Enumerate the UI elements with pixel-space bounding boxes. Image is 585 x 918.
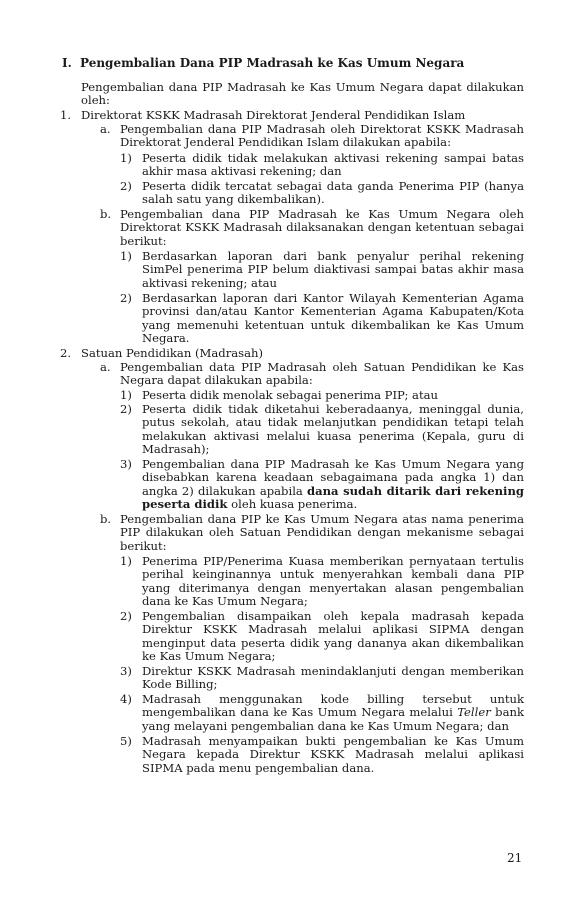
- point-number: 3): [120, 664, 132, 678]
- point-number: 2): [120, 609, 132, 623]
- item-number: 2.: [60, 346, 72, 360]
- point-text: Peserta didik tidak melakukan aktivasi rekening sampai batas akhir masa aktivasi rekening; dan: [142, 151, 524, 179]
- point-text: Peserta didik tercatat sebagai data ganda Penerima PIP (hanya salah satu yang dikembalikan).: [142, 179, 524, 207]
- point-text: Madrasah menyampaikan bukti pengembalian ke Kas Umum Negara kepada Direktur KSKK Madrasah melalui aplikasi SIPMA pada menu pengembalian dana.: [142, 734, 524, 775]
- point-number: 3): [120, 457, 132, 471]
- section-title: Pengembalian Dana PIP Madrasah ke Kas Umum Negara: [80, 56, 465, 70]
- point-text: Berdasarkan laporan dari Kantor Wilayah Kementerian Agama provinsi dan/atau Kantor Kementerian Agama Kabupaten/Kota yang memenuhi ketentuan untuk dikembalikan ke Kas Umum Negara.: [142, 291, 524, 345]
- sub-letter: a.: [100, 122, 111, 136]
- sub-paragraph: Pengembalian dana PIP Madrasah oleh Direktorat KSKK Madrasah Direktorat Jenderal Pendidikan Islam dilakukan apabila:: [120, 122, 524, 150]
- item-title: Direktorat KSKK Madrasah Direktorat Jenderal Pendidikan Islam: [81, 108, 466, 122]
- point-text-part: Madrasah menggunakan kode billing tersebut untuk mengembalikan dana ke Kas Umum Negara melalui: [142, 692, 524, 720]
- sub-paragraph: Pengembalian data PIP Madrasah oleh Satuan Pendidikan ke Kas Negara dapat dilakukan apabila:: [120, 360, 524, 388]
- sub-letter: b.: [100, 207, 112, 221]
- point-number: 2): [120, 402, 132, 416]
- point-number: 1): [120, 554, 132, 568]
- sub-letter: b.: [100, 512, 112, 526]
- point-text: Direktur KSKK Madrasah menindaklanjuti dengan memberikan Kode Billing;: [142, 664, 524, 692]
- point-number: 1): [120, 388, 132, 402]
- point-number: 5): [120, 734, 132, 748]
- point-text-part: oleh kuasa penerima.: [227, 496, 358, 511]
- point-number: 1): [120, 151, 132, 165]
- item-title: Satuan Pendidikan (Madrasah): [81, 346, 264, 360]
- intro-paragraph: Pengembalian dana PIP Madrasah ke Kas Umum Negara dapat dilakukan oleh:: [81, 80, 524, 108]
- point-text: Peserta didik menolak sebagai penerima PIP; atau: [142, 388, 438, 402]
- point-text-part: bank yang melayani pengembalian dana ke Kas Umum Negara; dan: [142, 705, 524, 733]
- point-text: Pengembalian disampaikan oleh kepala madrasah kepada Direktur KSKK Madrasah melalui aplikasi SIPMA dengan menginput data peserta didik yang dananya akan dikembalikan ke Kas Umum Negara;: [142, 609, 524, 663]
- point-text-italic: Teller: [457, 705, 491, 720]
- point-number: 1): [120, 249, 132, 263]
- point-text: [142, 458, 524, 511]
- point-number: 2): [120, 291, 132, 305]
- sub-letter: a.: [100, 360, 111, 374]
- sub-paragraph: Pengembalian dana PIP Madrasah ke Kas Umum Negara oleh Direktorat KSKK Madrasah dilaksanakan dengan ketentuan sebagai berikut:: [120, 207, 524, 248]
- point-number: 2): [120, 179, 132, 193]
- page-number: 21: [507, 851, 523, 865]
- section-number: I.: [62, 56, 72, 70]
- point-text: [142, 693, 524, 733]
- point-text-bold: dana sudah ditarik dari rekening peserta didik: [142, 483, 524, 511]
- point-text: Berdasarkan laporan dari bank penyalur perihal rekening SimPel penerima PIP belum diaktivasi sampai batas akhir masa aktivasi rekening; atau: [142, 249, 524, 290]
- point-text: Peserta didik tidak diketahui keberadaanya, meninggal dunia, putus sekolah, atau tidak melanjutkan pendidikan tetapi telah melakukan aktivasi melalui kuasa penerima (Kepala, guru di Madrasah);: [142, 402, 524, 456]
- item-number: 1.: [60, 108, 72, 122]
- point-text-part: Pengembalian dana PIP Madrasah ke Kas Umum Negara yang disebabkan karena keadaan sebagaimana pada angka 1) dan angka 2) dilakukan apabila: [142, 457, 524, 498]
- point-number: 4): [120, 692, 132, 706]
- sub-paragraph: Pengembalian dana PIP ke Kas Umum Negara atas nama penerima PIP dilakukan oleh Satuan Pendidikan dengan mekanisme sebagai berikut:: [120, 512, 524, 553]
- point-text: Penerima PIP/Penerima Kuasa memberikan pernyataan tertulis perihal keinginannya untuk menyerahkan kembali dana PIP yang diterimanya dengan menyertakan alasan pengembalian dana ke Kas Umum Negara;: [142, 554, 524, 608]
